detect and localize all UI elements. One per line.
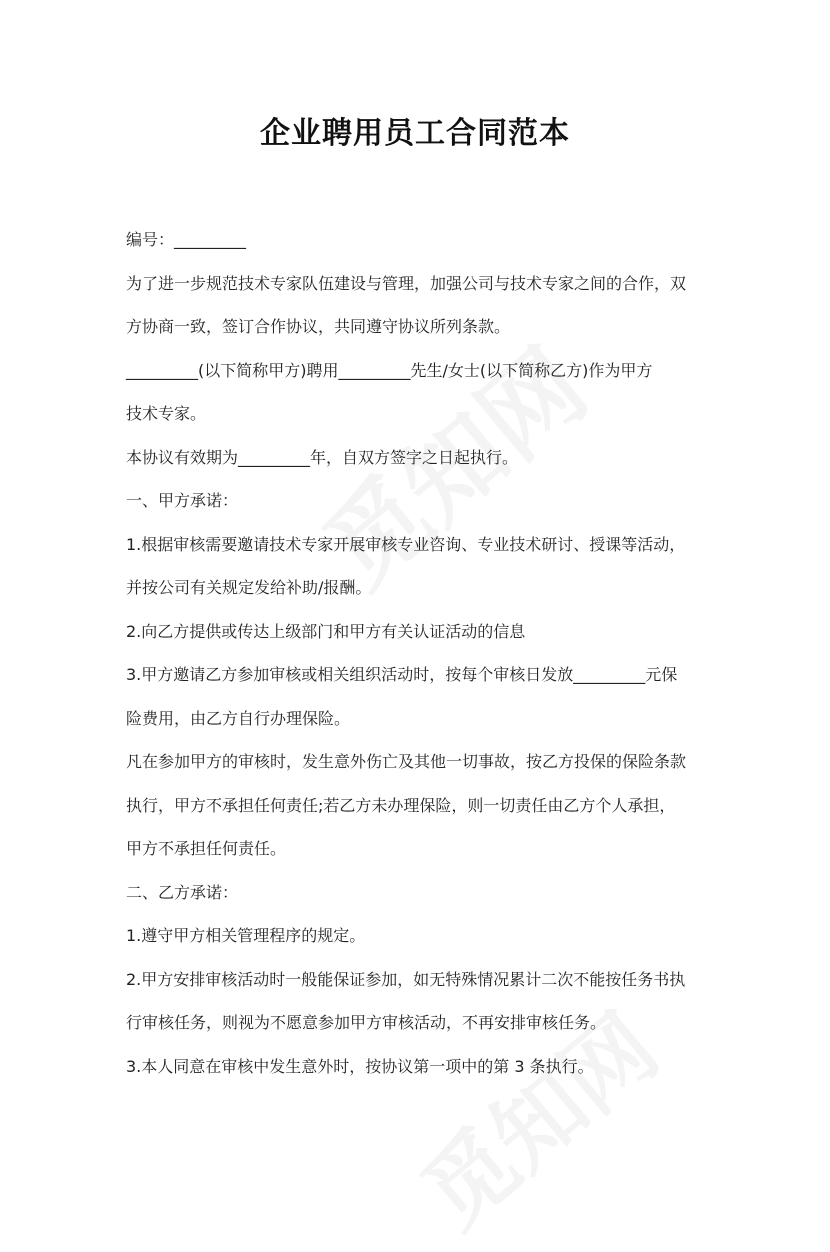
clause-line: 3.甲方邀请乙方参加审核或相关组织活动时，按每个审核日发放_________元保: [126, 665, 678, 684]
clause-line: 执行，甲方不承担任何责任;若乙方未办理保险，则一切责任由乙方个人承担，: [126, 795, 676, 815]
clause-line: 凡在参加甲方的审核时，发生意外伤亡及其他一切事故，按乙方投保的保险条款: [126, 752, 687, 771]
contract-number-line: 编号：_________: [126, 230, 247, 249]
clause-line: 行审核任务，则视为不愿意参加甲方审核活动，不再安排审核任务。: [126, 1013, 607, 1032]
clause-line: 并按公司有关规定发给补助/报酬。: [126, 578, 372, 597]
document-title: 企业聘用员工合同范本: [260, 116, 570, 151]
clause-line: 3.本人同意在审核中发生意外时，按协议第一项中的第 3 条执行。: [126, 1056, 594, 1076]
clause-line: 1.根据审核需要邀请技术专家开展审核专业咨询、专业技术研讨、授课等活动，: [126, 534, 686, 554]
document-body: [126, 218, 711, 1088]
intro-paragraph-line: 方协商一致，签订合作协议，共同遵守协议所列条款。: [126, 317, 511, 336]
clause-line: 1.遵守甲方相关管理程序的规定。: [126, 926, 366, 945]
section-heading-party-a: 一、甲方承诺：: [126, 491, 239, 510]
section-heading-party-b: 二、乙方承诺：: [126, 882, 239, 902]
intro-paragraph-line: 为了进一步规范技术专家队伍建设与管理，加强公司与技术专家之间的合作，双: [126, 273, 687, 293]
parties-paragraph-line: 技术专家。: [126, 404, 207, 423]
validity-paragraph-line: 本协议有效期为_________年，自双方签字之日起执行。: [126, 447, 519, 467]
parties-paragraph-line: _________(以下简称甲方)聘用_________先生/女士(以下简称乙方)作为甲方: [126, 360, 653, 380]
clause-line: 甲方不承担任何责任。: [126, 839, 287, 858]
clause-line: 2.甲方安排审核活动时一般能保证参加，如无特殊情况累计二次不能按任务书执: [126, 969, 686, 989]
clause-line: 险费用，由乙方自行办理保险。: [126, 708, 351, 728]
clause-line: 2.向乙方提供或传达上级部门和甲方有关认证活动的信息: [126, 621, 526, 641]
